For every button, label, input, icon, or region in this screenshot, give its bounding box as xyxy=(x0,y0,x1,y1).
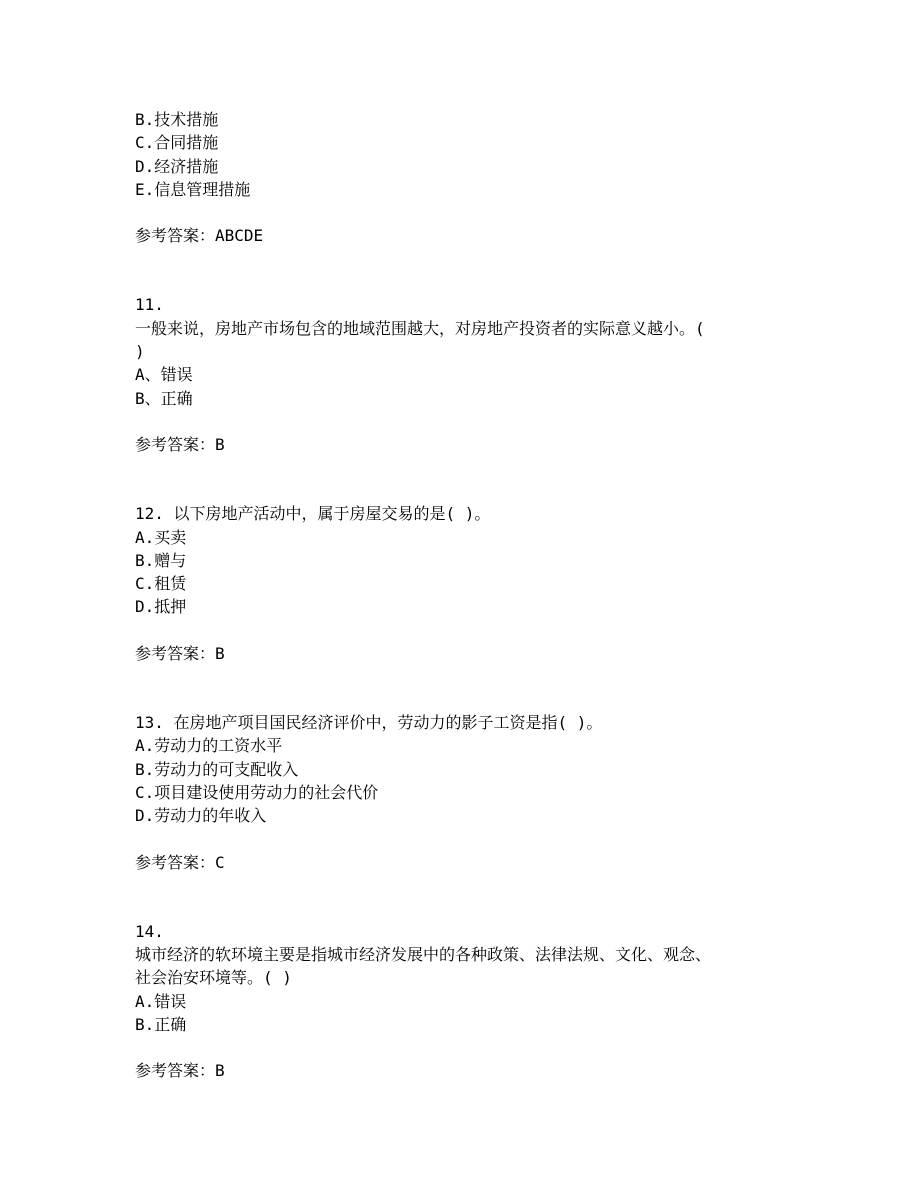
option-b: B.劳动力的可支配收入 xyxy=(135,759,299,779)
question-stem: 13. 在房地产项目国民经济评价中，劳动力的影子工资是指( )。 xyxy=(135,713,603,733)
question-list xyxy=(135,108,795,1083)
answer-label: 参考答案：B xyxy=(135,434,225,454)
question-stem: 城市经济的软环境主要是指城市经济发展中的各种政策、法律法规、文化、观念、 xyxy=(135,945,712,965)
question-stem-continued: 社会治安环境等。( ) xyxy=(135,968,292,988)
question-14 xyxy=(135,920,795,1083)
option-b: B、正确 xyxy=(135,388,193,408)
option-a: A.买卖 xyxy=(135,527,187,547)
question-11 xyxy=(135,293,795,456)
question-13 xyxy=(135,711,795,874)
answer-label: 参考答案：C xyxy=(135,852,225,872)
answer-label: 参考答案：B xyxy=(135,643,225,663)
option-d: D.抵押 xyxy=(135,597,187,617)
option-e: E.信息管理措施 xyxy=(135,179,251,199)
question-10-tail xyxy=(135,108,795,247)
answer-label: 参考答案：ABCDE xyxy=(135,226,264,246)
question-number: 14. xyxy=(135,921,164,941)
option-c: C.租赁 xyxy=(135,574,187,594)
question-number: 11. xyxy=(135,295,164,315)
option-a: A.错误 xyxy=(135,991,187,1011)
option-d: D.劳动力的年收入 xyxy=(135,806,267,826)
option-c: C.项目建设使用劳动力的社会代价 xyxy=(135,782,379,802)
answer-label: 参考答案：B xyxy=(135,1061,225,1081)
option-a: A、错误 xyxy=(135,365,193,385)
option-b: B.赠与 xyxy=(135,550,187,570)
option-d: D.经济措施 xyxy=(135,156,219,176)
question-stem: 一般来说，房地产市场包含的地域范围越大，对房地产投资者的实际意义越小。( xyxy=(135,318,705,338)
option-b: B.正确 xyxy=(135,1015,187,1035)
question-12 xyxy=(135,502,795,665)
option-b: B.技术措施 xyxy=(135,110,219,129)
question-stem-continued: ) xyxy=(135,342,145,362)
question-stem: 12. 以下房地产活动中，属于房屋交易的是( )。 xyxy=(135,504,491,524)
option-a: A.劳动力的工资水平 xyxy=(135,736,283,756)
option-c: C.合同措施 xyxy=(135,133,219,153)
